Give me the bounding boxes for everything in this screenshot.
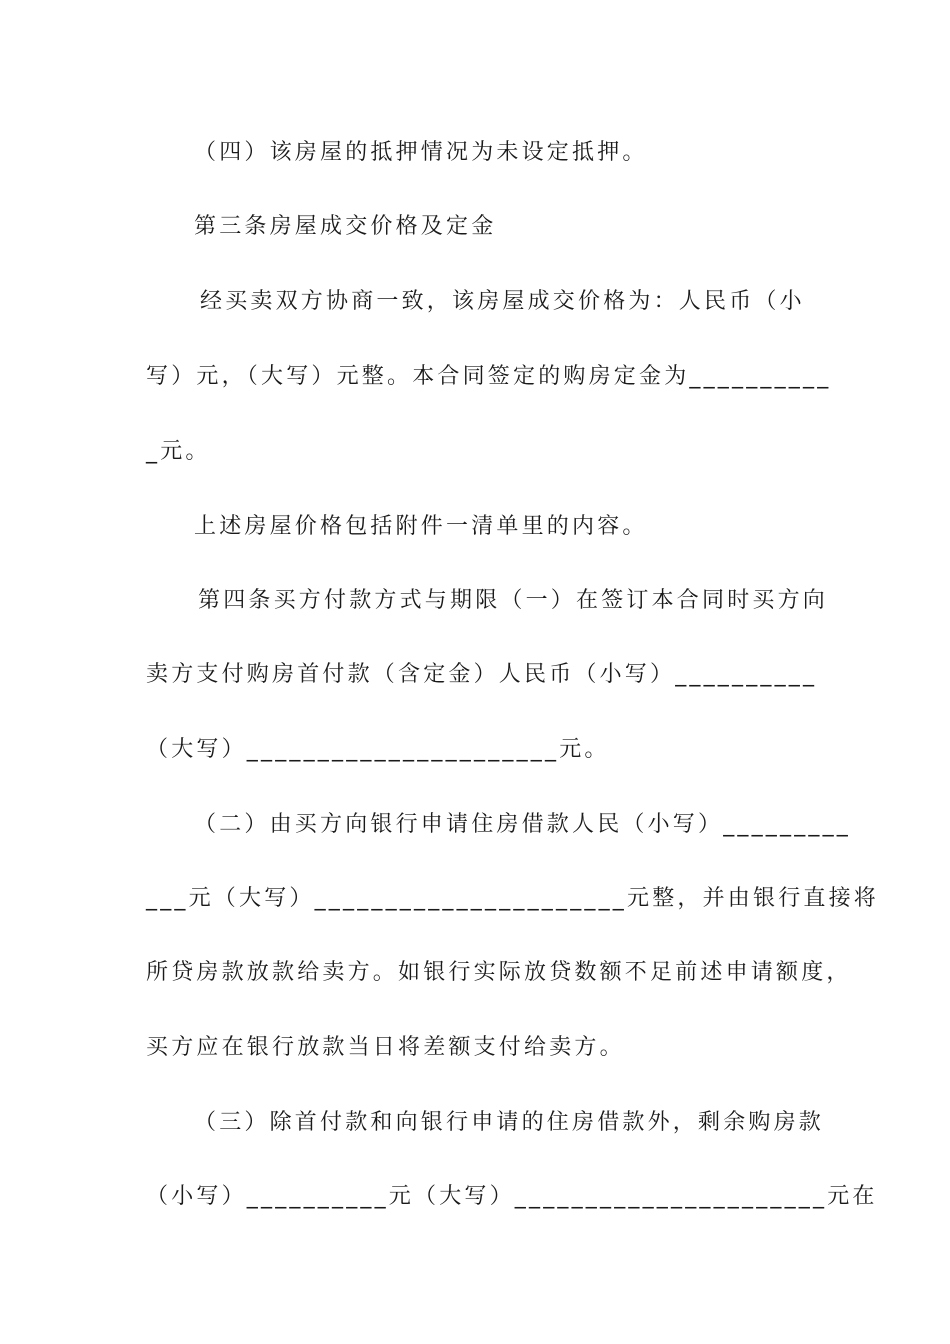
- article-four-line-1: 第四条买方付款方式与期限（一）在签订本合同时买方向: [198, 588, 829, 613]
- clause-three-line-1: （三）除首付款和向银行申请的住房借款外，剩余购房款: [194, 1110, 825, 1135]
- clause-two-line-3: 所贷房款放款给卖方。如银行实际放贷数额不足前述申请额度，: [146, 960, 852, 985]
- paragraph-price-line-1: 经买卖双方协商一致，该房屋成交价格为：人民币（小: [200, 289, 805, 314]
- article-four-line-3: （大写）______________________元。: [146, 737, 610, 762]
- paragraph-price-line-3: _元。: [146, 439, 211, 464]
- clause-two-line-1: （二）由买方向银行申请住房借款人民（小写）_________: [194, 812, 852, 837]
- paragraph-mortgage-status: （四）该房屋的抵押情况为未设定抵押。: [194, 140, 648, 165]
- clause-two-line-2: ___元（大写）______________________元整，并由银行直接将: [146, 886, 880, 911]
- article-three-heading: 第三条房屋成交价格及定金: [194, 214, 497, 239]
- article-four-line-2: 卖方支付购房首付款（含定金）人民币（小写）__________: [146, 662, 818, 687]
- paragraph-attachment-note: 上述房屋价格包括附件一清单里的内容。: [194, 514, 648, 539]
- clause-two-line-4: 买方应在银行放款当日将差额支付给卖方。: [146, 1035, 625, 1060]
- paragraph-price-line-2: 写）元，（大写）元整。本合同签定的购房定金为__________: [146, 364, 832, 389]
- clause-three-line-2: （小写）__________元（大写）______________________元在: [146, 1184, 878, 1209]
